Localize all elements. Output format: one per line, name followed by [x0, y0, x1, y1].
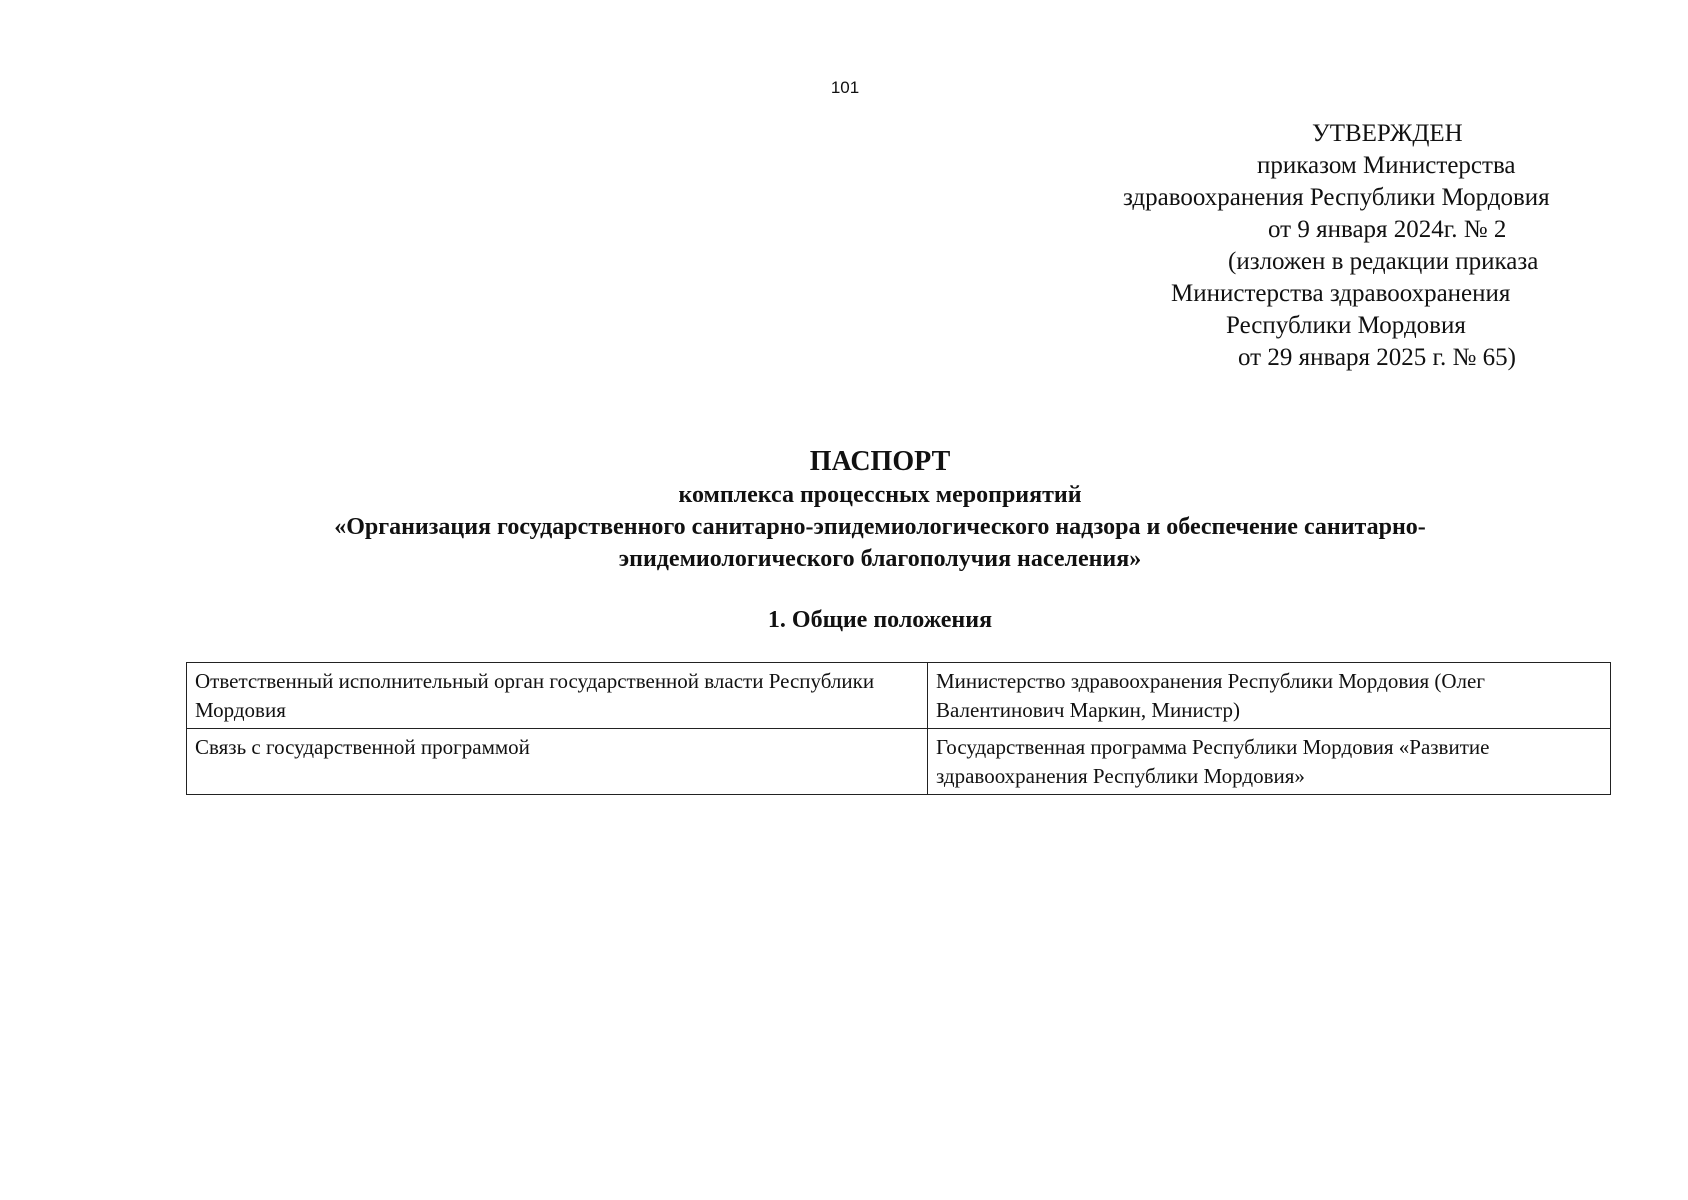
passport-heading [140, 445, 1620, 575]
passport-subtitle: комплекса процессных мероприятий [678, 482, 1082, 508]
row-value: Государственная программа Республики Мордовия «Развитие здравоохранения Республики Мордовия» [928, 729, 1611, 795]
approval-line: (изложен в редакции приказа [1228, 248, 1539, 275]
approval-line: УТВЕРЖДЕН [1312, 120, 1463, 147]
page-number: 101 [830, 78, 860, 97]
row-label: Связь с государственной программой [187, 729, 928, 795]
row-label: Ответственный исполнительный орган государственной власти Республики Мордовия [187, 663, 928, 729]
approval-line: Министерства здравоохранения [1171, 280, 1511, 307]
row-value: Министерство здравоохранения Республики Мордовия (Олег Валентинович Маркин, Министр) [928, 663, 1611, 729]
passport-title: ПАСПОРТ [809, 446, 951, 477]
approval-line: от 29 января 2025 г. № 65) [1238, 344, 1516, 371]
passport-name-line: «Организация государственного санитарно-эпидемиологического надзора и обеспечение санитарно- [334, 514, 1426, 540]
approval-line: приказом Министерства [1257, 152, 1516, 179]
passport-name-line: эпидемиологического благополучия населения» [618, 546, 1142, 572]
approval-stamp [1100, 118, 1620, 374]
approval-line: Республики Мордовия [1226, 312, 1466, 339]
general-info-table [186, 662, 1611, 795]
approval-line: здравоохранения Республики Мордовия [1123, 184, 1550, 211]
approval-line: от 9 января 2024г. № 2 [1268, 216, 1507, 243]
table-row [187, 729, 1611, 795]
section-heading: 1. Общие положения [767, 607, 993, 633]
table-row [187, 663, 1611, 729]
